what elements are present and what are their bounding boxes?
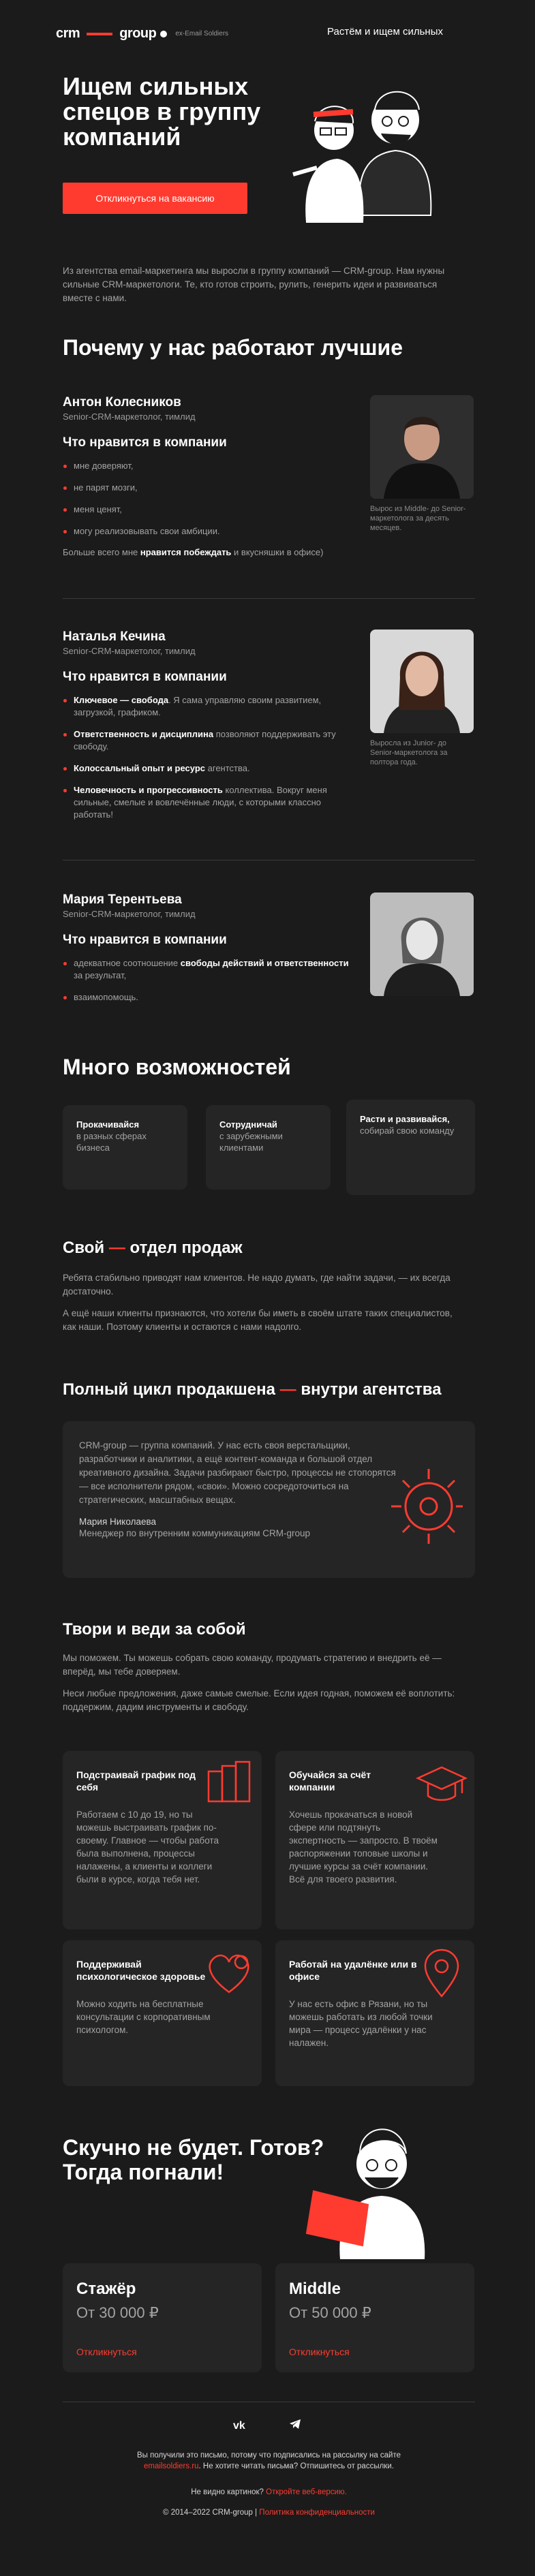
person-name: Мария Терентьева — [63, 893, 182, 907]
likes-list — [63, 957, 349, 1004]
person-card — [63, 630, 475, 831]
quote-card — [63, 1421, 475, 1578]
possibility-title: Прокачивайся — [76, 1119, 140, 1130]
benefit-desc: Можно ходить на бесплатные консультации с корпоративным психологом. — [76, 1999, 211, 2035]
list-item-bold: Человечность и прогрессивность — [74, 785, 223, 795]
benefit-card — [63, 1751, 262, 1929]
possibility-title: Сотрудничай — [219, 1119, 277, 1130]
backend-title-b: внутри агентства — [301, 1380, 442, 1399]
likes-list — [63, 460, 349, 538]
person-role: Senior-CRM-маркетолог, тимлид — [63, 646, 196, 656]
why-title: Почему у нас работают лучшие — [63, 335, 403, 360]
footer-line1: Вы получили это письмо, потому что подписались на рассылку на сайте — [136, 2451, 401, 2459]
backend-title-dash: — — [279, 1380, 296, 1399]
own-dept-title-b: отдел продаж — [129, 1239, 243, 1257]
person-role: Senior-CRM-маркетолог, тимлид — [63, 909, 196, 919]
gear-icon — [381, 1448, 463, 1564]
possibility-card — [346, 1100, 475, 1195]
location-pin-icon — [414, 1947, 469, 2002]
web-version-link[interactable]: Откройте веб-версию. — [266, 2488, 347, 2496]
avatar — [370, 630, 474, 733]
apply-link[interactable]: Откликнуться — [76, 2346, 137, 2357]
position-card[interactable] — [63, 2263, 262, 2372]
person-caption: Вырос из Middle- до Senior-маркетолога за десять месяцев. — [370, 505, 466, 532]
backend-title — [63, 1380, 442, 1399]
person-card — [63, 893, 475, 1013]
list-item-bold: Ответственность и дисциплина — [74, 729, 214, 739]
logo-dot-icon — [160, 31, 167, 37]
possibility-text: собирай свою команду — [360, 1126, 455, 1136]
likes-heading: Что нравится в компании — [63, 435, 227, 450]
list-item — [63, 784, 349, 821]
benefit-title: Работай на удалёнке или в офисе — [289, 1959, 417, 1982]
list-item: не парят мозги, — [63, 482, 349, 494]
intro-text: Из агентства email-маркетинга мы выросли в группу компаний — CRM-group. Нам нужны сильные CRM-маркетологи. Те, кто готов строить, рулить, генерить идеи и развиваться вместе с нами. — [63, 266, 445, 303]
create-p2: Неси любые предложения, даже самые смелые. Если идея годная, поможем её воплотить: поддержим, дадим инструменты и свободу. — [63, 1688, 455, 1712]
person-name: Наталья Кечина — [63, 630, 166, 644]
footer-copyright — [63, 2507, 475, 2518]
logo-dash — [87, 33, 112, 35]
list-item — [63, 728, 349, 753]
copyright-text: © 2014–2022 CRM-group | — [163, 2509, 258, 2517]
benefit-card — [275, 1751, 474, 1929]
list-item-text: позволяют поддерживать эту свободу. — [74, 729, 336, 751]
privacy-link[interactable]: Политика конфиденциальности — [259, 2509, 375, 2517]
list-item — [63, 762, 349, 775]
hero — [0, 65, 535, 243]
logo[interactable] — [56, 26, 228, 42]
possibility-text: в разных сферах бизнеса — [76, 1131, 147, 1153]
possibility-card — [206, 1105, 331, 1190]
header-tagline: Растём и ищем сильных — [327, 26, 443, 37]
likes-heading: Что нравится в компании — [63, 933, 227, 947]
calendar-icon — [202, 1758, 256, 1812]
position-card[interactable] — [275, 2263, 474, 2372]
hero-illustration-icon — [279, 72, 436, 236]
telegram-icon[interactable] — [289, 2419, 301, 2433]
benefit-card — [275, 1940, 474, 2086]
list-item-pre: взаимопомощь. — [74, 992, 138, 1002]
list-item — [63, 957, 349, 982]
possibility-text: с зарубежными клиентами — [219, 1131, 283, 1153]
possibility-card — [63, 1105, 187, 1190]
list-item: меня ценят, — [63, 503, 349, 516]
avatar — [370, 893, 474, 996]
likes-list — [63, 694, 349, 821]
list-item-text: за результат, — [74, 970, 127, 980]
footer-images-text — [63, 2487, 475, 2498]
list-item-text: коллектива. Вокруг меня сильные, смелые и вовлечённые люди, с которыми классно работать! — [74, 785, 327, 820]
benefit-desc: Хочешь прокачаться в новой сфере или подтянуть экспертность — запросто. В твоём распоряжении топовые школы и лучшие курсы за счёт компании. Всё для твоего развития. — [289, 1810, 438, 1884]
vk-icon[interactable]: vk — [233, 2420, 245, 2432]
quote-author-role: Менеджер по внутренним коммуникациям CRM-group — [79, 1528, 310, 1538]
final-title: Скучно не будет. Готов? Тогда погнали! — [63, 2135, 324, 2184]
own-dept-title — [63, 1239, 243, 1258]
benefit-title: Подстраивай график под себя — [76, 1769, 196, 1793]
benefit-desc: У нас есть офис в Рязани, но ты можешь работать из любой точки мира — процесс удалёнки у нас налажен. — [289, 1999, 433, 2048]
laptop-guy-illustration-icon — [300, 2089, 450, 2259]
benefit-title: Поддерживай психологическое здоровье — [76, 1959, 206, 1982]
list-item-bold: свободы действий и ответственности — [180, 958, 349, 968]
person-card — [63, 395, 475, 557]
hero-title: Ищем сильных спецов в группу компаний — [63, 72, 261, 151]
possibilities-title: Много возможностей — [63, 1055, 291, 1079]
more-text-pre: Больше всего мне — [63, 547, 140, 557]
footer-line2: Не видно картинок? — [191, 2488, 264, 2496]
more-text — [63, 547, 475, 557]
footer-subscription-text — [63, 2450, 475, 2472]
create-title: Твори и веди за собой — [63, 1620, 246, 1639]
person-role: Senior-CRM-маркетолог, тимлид — [63, 412, 196, 422]
likes-heading: Что нравится в компании — [63, 670, 227, 684]
more-text-bold: нравится побеждать — [140, 547, 232, 557]
backend-title-a: Полный цикл продакшена — [63, 1380, 275, 1399]
position-title: Стажёр — [76, 2280, 136, 2298]
logo-group: group — [119, 26, 157, 41]
list-item — [63, 991, 349, 1004]
list-item: мне доверяют, — [63, 460, 349, 472]
possibility-title: Расти и развивайся, — [360, 1114, 450, 1124]
list-item-text: . Я сама управляю своим развитием, загрузкой, графиком. — [74, 695, 322, 717]
list-item-bold: Ключевое — свобода — [74, 695, 169, 705]
avatar — [370, 395, 474, 499]
create-p1: Мы поможем. Ты можешь собрать свою команду, продумать стратегию и внедрить её — вперёд, мы тебе доверяем. — [63, 1653, 442, 1677]
benefit-desc: Работаем с 10 до 19, но ты можешь выстраивать график по-своему. Главное — чтобы работа была выполнена, процессы налажены, а клиенты и коллеги были в курсе, когда тебя нет. — [76, 1810, 219, 1884]
divider — [63, 598, 475, 599]
person-name: Антон Колесников — [63, 395, 181, 409]
logo-sub: ex-Email Soldiers — [175, 30, 229, 37]
more-text-post: и вкусняшки в офисе) — [231, 547, 324, 557]
benefit-card — [63, 1940, 262, 2086]
footer-line1b: . Не хотите читать письма? Отпишитесь от рассылки. — [198, 2462, 394, 2470]
own-dept-p1: Ребята стабильно приводят нам клиентов. Не надо думать, где найти задачи, — их всегда достаточно. — [63, 1273, 450, 1297]
header — [0, 0, 535, 65]
quote-text: CRM-group — группа компаний. У нас есть своя верстальщики, разработчики и аналитики, а ещё контент-команда и большой отдел креативного дизайна. Задачи разбирают быстро, процессы не стопорятся — все исполнители рядом, «свои». Можно сосредоточиться на стратегических, масштабных вещах. — [79, 1440, 396, 1505]
list-item-text: агентства. — [205, 763, 250, 773]
logo-crm: crm — [56, 26, 80, 41]
own-dept-title-a: Свой — [63, 1239, 105, 1257]
list-item — [63, 694, 349, 719]
apply-link[interactable]: Откликнуться — [289, 2346, 350, 2357]
position-salary: От 50 000 ₽ — [289, 2304, 371, 2321]
heart-icon — [202, 1947, 256, 2002]
person-caption: Выросла из Junior- до Senior-маркетолога за полтора года. — [370, 739, 448, 766]
quote-author: Мария Николаева — [79, 1517, 156, 1527]
benefit-title: Обучайся за счёт компании — [289, 1769, 371, 1793]
list-item: могу реализовывать свои амбиции. — [63, 525, 349, 538]
site-link[interactable]: emailsoldiers.ru — [144, 2462, 199, 2470]
position-salary: От 30 000 ₽ — [76, 2304, 159, 2321]
own-dept-title-dash: — — [108, 1239, 125, 1257]
list-item-pre: адекватное соотношение — [74, 958, 181, 968]
apply-button[interactable]: Откликнуться на вакансию — [63, 183, 247, 214]
list-item-bold: Колоссальный опыт и ресурс — [74, 763, 206, 773]
graduation-cap-icon — [414, 1758, 469, 1812]
own-dept-p2: А ещё наши клиенты признаются, что хотели бы иметь в своём штате таких специалистов, как наши. Поэтому клиенты и остаются с нами надолго. — [63, 1308, 453, 1332]
position-title: Middle — [289, 2280, 341, 2298]
